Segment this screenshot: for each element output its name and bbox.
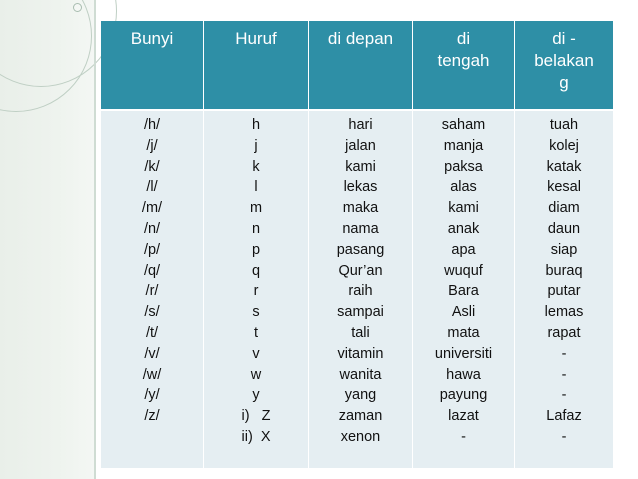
table-cell: Qur’an [338,262,383,279]
table-cell: kami [448,200,479,217]
di-tengah-column [413,111,515,468]
table-cell: p [251,241,261,258]
table-cell: /r/ [145,283,159,300]
table-cell: nama [342,220,379,237]
table-cell: /k/ [144,158,160,175]
table-cell: daun [547,220,581,237]
decorative-dot [73,3,82,12]
table-cell: siap [550,241,578,258]
phoneme-table-container [101,21,613,468]
table-cell: vitamin [337,345,384,362]
table-cell: ii) X [241,428,271,445]
table-cell: hari [348,117,373,133]
table-cell: /t/ [145,324,159,341]
table-cell: yang [344,387,377,404]
table-cell: paksa [444,158,483,175]
table-cell: wuquf [444,262,483,279]
table-cell: hawa [446,366,481,383]
table-cell: - [461,428,466,445]
decorative-side-band [0,0,95,479]
table-cell: anak [447,220,480,237]
bunyi-column [101,111,204,468]
table-cell: /w/ [142,366,162,383]
table-cell: /n/ [143,220,161,237]
table-cell: xenon [340,428,381,445]
table-cell: sampai [337,304,384,321]
table-cell: zaman [338,408,383,425]
table-cell: lekas [343,179,378,196]
table-cell: alas [450,179,477,196]
table-cell: rapat [547,324,581,341]
table-cell: kami [345,158,376,175]
header-di-tengah: di tengah [413,21,515,111]
table-cell: kolej [549,137,579,154]
table-cell: katak [546,158,582,175]
table-cell: /z/ [144,408,160,425]
table-cell: h [251,117,261,133]
table-cell: saham [441,117,486,133]
table-cell: Asli [451,304,476,321]
table-cell: m [249,200,263,217]
table-cell: maka [342,200,379,217]
table-cell: l [254,179,258,196]
table-cell: /y/ [144,387,160,404]
table-cell: n [251,220,261,237]
table-cell: payung [439,387,488,404]
table-cell: mata [447,324,480,341]
table-cell: /q/ [143,262,161,279]
table-cell: universiti [434,345,493,362]
huruf-column [204,111,309,468]
table-cell: y [252,387,260,404]
header-huruf: Huruf [204,21,309,111]
table-cell: q [251,262,261,279]
table-cell: apa [451,241,476,258]
header-bunyi: Bunyi [101,21,204,111]
table-cell: Lafaz [546,408,582,425]
header-di-belakang: di - belakan g [515,21,613,111]
table-cell: k [252,158,260,175]
table-cell: buraq [545,262,583,279]
decorative-divider [94,0,96,479]
table-cell: pasang [336,241,385,258]
table-header-row [101,21,613,111]
table-cell: j [254,137,258,154]
header-di-depan: di depan [309,21,413,111]
table-cell: s [252,304,260,321]
table-cell: /p/ [143,241,161,258]
di-depan-column [309,111,413,468]
table-cell: - [561,345,567,362]
table-cell: raih [348,283,373,300]
table-cell: manja [443,137,484,154]
table-cell: /j/ [146,137,158,154]
table-cell: kesal [547,179,581,196]
table-cell: w [250,366,262,383]
di-belakang-column [515,111,613,468]
table-cell: tali [351,324,370,341]
table-cell: /l/ [146,179,158,196]
table-cell: /m/ [141,200,163,217]
table-cell: lazat [448,408,479,425]
table-cell: r [253,283,259,300]
table-cell: jalan [345,137,376,154]
table-cell: t [253,324,259,341]
table-cell: lemas [544,304,584,321]
table-cell: - [561,428,567,445]
table-cell: Bara [448,283,479,300]
phoneme-table [101,21,613,468]
table-cell: /s/ [144,304,160,321]
table-cell: /v/ [144,345,160,362]
table-cell: /h/ [143,117,161,133]
table-cell: tuah [549,117,579,133]
table-body-row [101,111,613,468]
table-cell: i) Z [241,408,271,425]
table-cell: - [561,387,567,404]
table-cell: wanita [339,366,382,383]
decorative-arc [0,0,117,87]
table-cell: - [561,366,567,383]
table-cell: putar [547,283,581,300]
table-cell: v [252,345,260,362]
table-cell: diam [548,200,580,217]
